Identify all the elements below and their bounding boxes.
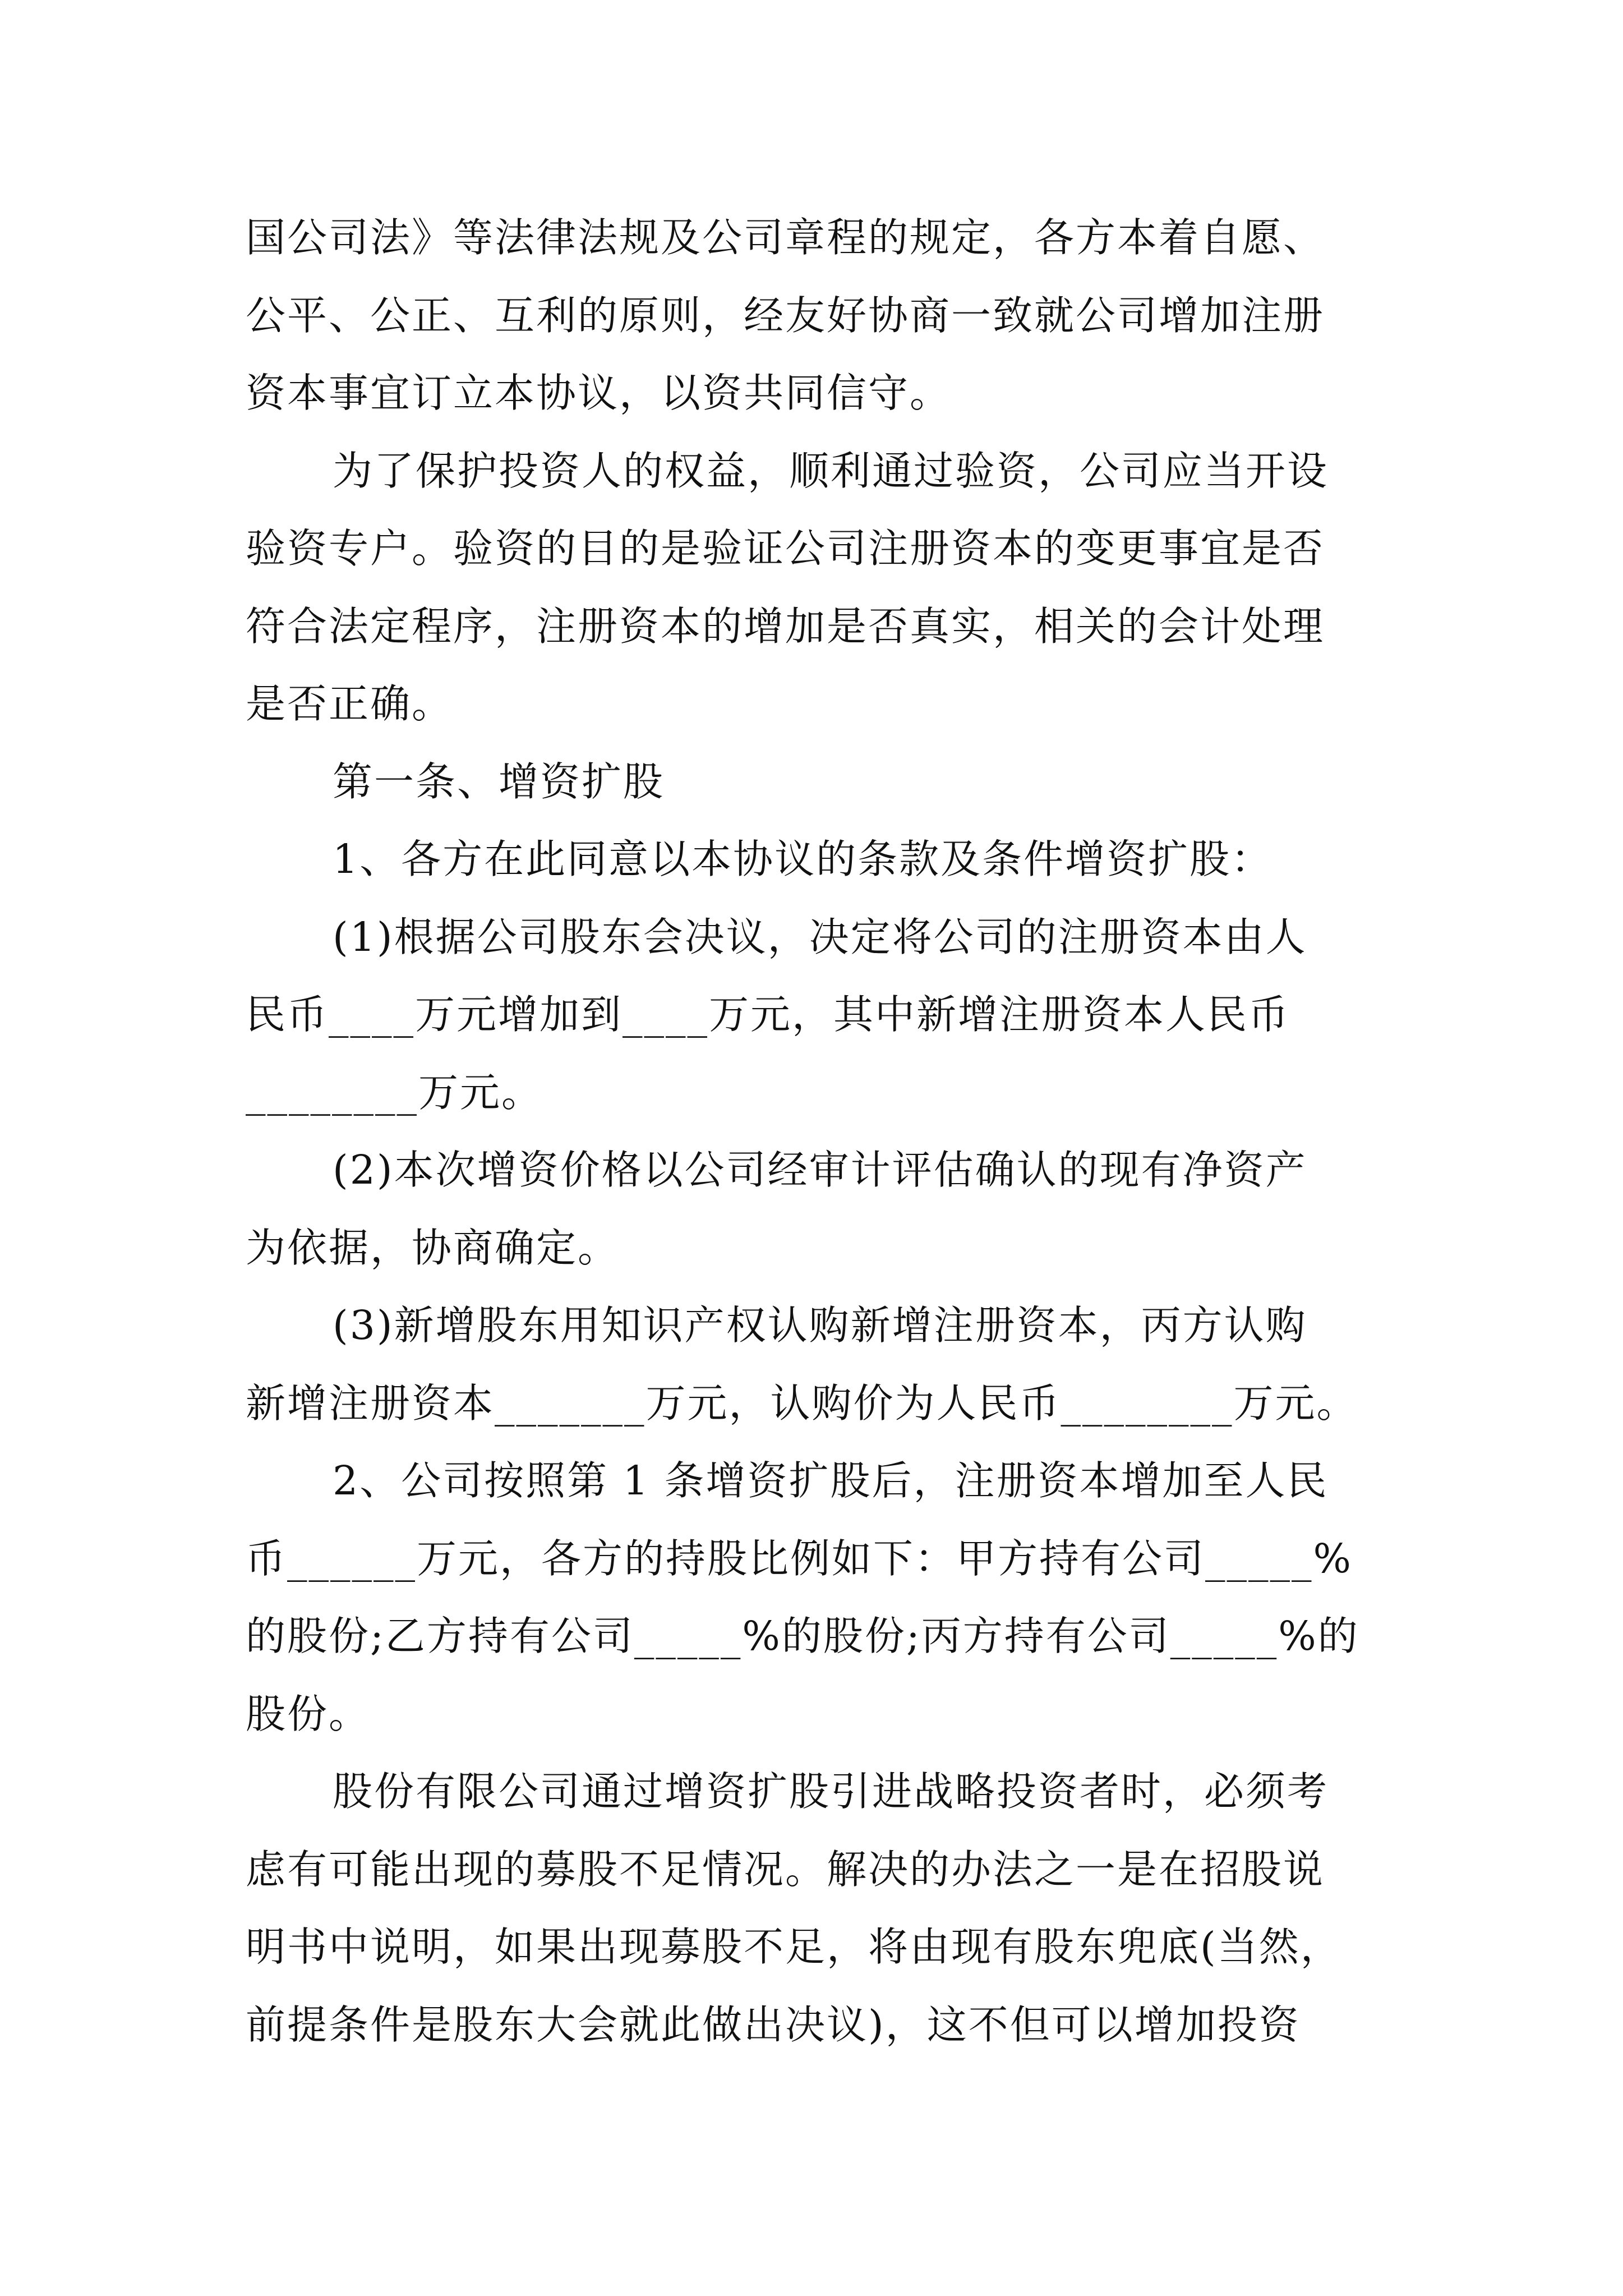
text-line: (2)本次增资价格以公司经审计评估确认的现有净资产 [333, 1147, 1307, 1193]
text-line: 国公司法》等法律法规及公司章程的规定，各方本着自愿、 [246, 214, 1325, 261]
text-line: 的股份;乙方持有公司_____%的股份;丙方持有公司_____%的 [246, 1613, 1359, 1659]
text-line: 为依据，协商确定。 [246, 1224, 620, 1271]
text-line: 资本事宜订立本协议，以资共同信守。 [246, 370, 952, 416]
text-line: 股份有限公司通过增资扩股引进战略投资者时，必须考 [333, 1768, 1329, 1815]
document-body [246, 199, 1401, 2064]
text-line: 第一条、增资扩股 [333, 758, 665, 805]
text-line: 是否正确。 [246, 680, 454, 727]
text-line: 验资专户。验资的目的是验证公司注册资本的变更事宜是否 [246, 525, 1325, 572]
text-line: 为了保护投资人的权益，顺利通过验资，公司应当开设 [333, 447, 1329, 494]
text-line: 1、各方在此同意以本协议的条款及条件增资扩股： [333, 836, 1273, 882]
text-line: 新增注册资本_______万元，认购价为人民币________万元。 [246, 1379, 1358, 1427]
text-line: 民币____万元增加到____万元，其中新增注册资本人民币 [246, 991, 1290, 1038]
text-line: 币______万元，各方的持股比例如下：甲方持有公司_____% [246, 1535, 1353, 1582]
text-line: 明书中说明，如果出现募股不足，将由现有股东兜底(当然， [246, 1924, 1342, 1970]
text-line: 符合法定程序，注册资本的增加是否真实，相关的会计处理 [246, 602, 1325, 650]
text-line: (1)根据公司股东会决议，决定将公司的注册资本由人 [333, 913, 1307, 960]
text-line: ________万元。 [246, 1069, 543, 1116]
text-line: (3)新增股东用知识产权认购新增注册资本，丙方认购 [333, 1302, 1307, 1349]
text-line: 前提条件是股东大会就此做出决议)，这不但可以增加投资 [246, 2001, 1301, 2048]
text-line: 2、公司按照第 1 条增资扩股后，注册资本增加至人民 [333, 1457, 1329, 1504]
text-line: 虑有可能出现的募股不足情况。解决的办法之一是在招股说 [246, 1846, 1325, 1893]
text-line: 股份。 [246, 1690, 371, 1737]
text-line: 公平、公正、互利的原则，经友好协商一致就公司增加注册 [246, 292, 1325, 339]
